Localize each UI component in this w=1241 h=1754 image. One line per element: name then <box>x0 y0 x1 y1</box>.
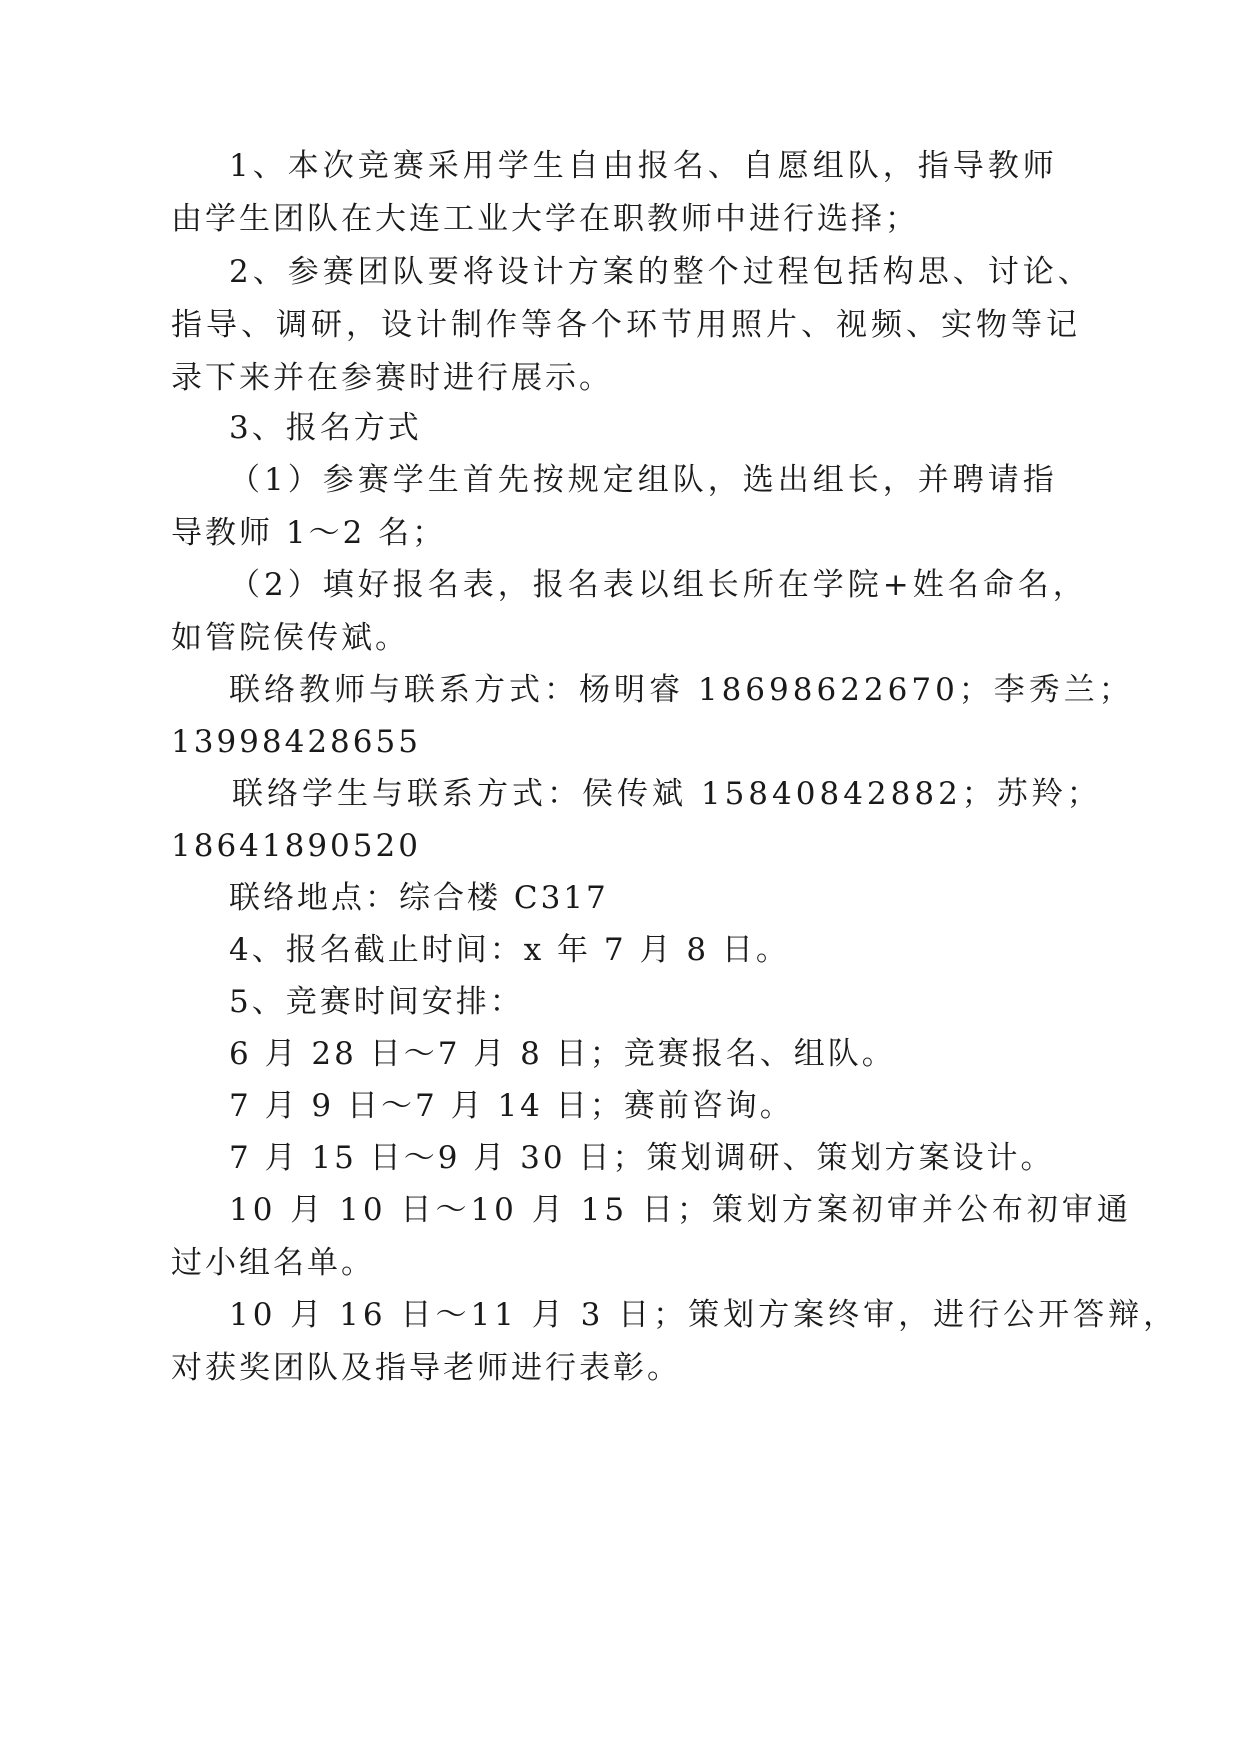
schedule-item-4-line-2: 过小组名单。 <box>171 1245 375 1281</box>
paragraph-5-line-2: 如管院侯传斌。 <box>171 620 409 656</box>
schedule-item-3: 7 月 15 日～9 月 30 日；策划调研、策划方案设计。 <box>229 1140 1055 1176</box>
schedule-item-2: 7 月 9 日～7 月 14 日；赛前咨询。 <box>229 1088 794 1124</box>
paragraph-3-heading: 3、报名方式 <box>229 410 422 446</box>
deadline: 4、报名截止时间：x 年 7 月 8 日。 <box>229 932 790 968</box>
paragraph-4-line-2: 导教师 1～2 名； <box>171 515 447 551</box>
schedule-heading: 5、竞赛时间安排： <box>229 984 524 1020</box>
schedule-item-1: 6 月 28 日～7 月 8 日；竞赛报名、组队。 <box>229 1036 896 1072</box>
contact-teachers-line-2: 13998428655 <box>171 724 421 760</box>
paragraph-2-line-2: 指导、调研，设计制作等各个环节用照片、视频、实物等记 <box>171 307 1081 343</box>
paragraph-5-line-1: （2）填好报名表，报名表以组长所在学院+姓名命名， <box>229 567 1088 603</box>
contact-students-line-2: 18641890520 <box>171 828 421 864</box>
schedule-item-5-line-2: 对获奖团队及指导老师进行表彰。 <box>171 1350 681 1386</box>
schedule-item-4-line-1: 10 月 10 日～10 月 15 日；策划方案初审并公布初审通 <box>229 1192 1132 1228</box>
contact-teachers-line-1: 联络教师与联系方式：杨明睿 18698622670；李秀兰； <box>229 672 1134 708</box>
paragraph-4-line-1: （1）参赛学生首先按规定组队，选出组长，并聘请指 <box>229 462 1058 498</box>
paragraph-1-line-1: 1、本次竞赛采用学生自由报名、自愿组队，指导教师 <box>229 148 1058 184</box>
contact-location: 联络地点：综合楼 C317 <box>229 880 609 916</box>
paragraph-2-line-3: 录下来并在参赛时进行展示。 <box>171 360 613 396</box>
schedule-item-5-line-1: 10 月 16 日～11 月 3 日；策划方案终审，进行公开答辩， <box>229 1297 1179 1333</box>
paragraph-1-line-2: 由学生团队在大连工业大学在职教师中进行选择； <box>171 201 919 237</box>
contact-students-line-1: 联络学生与联系方式：侯传斌 15840842882；苏羚； <box>232 776 1102 812</box>
paragraph-2-line-1: 2、参赛团队要将设计方案的整个过程包括构思、讨论、 <box>229 254 1093 290</box>
